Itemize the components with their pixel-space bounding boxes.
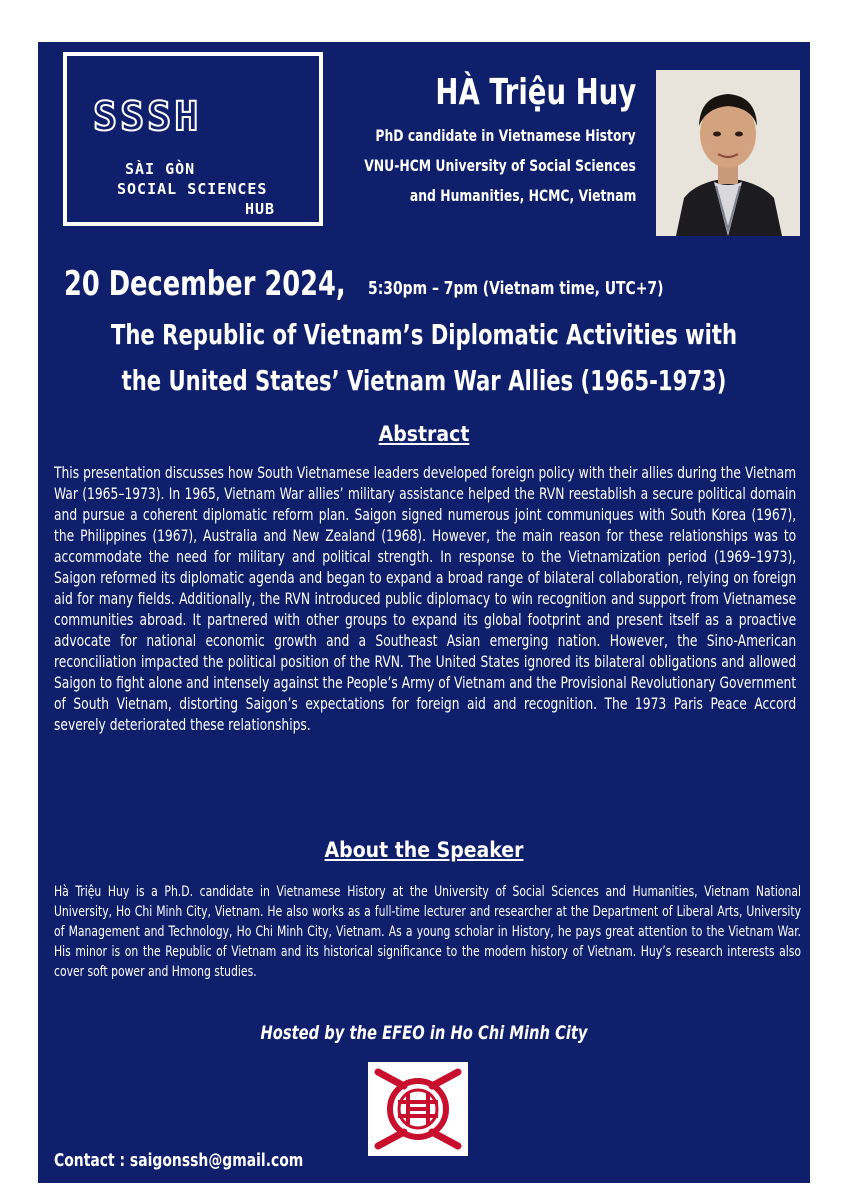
contact-email: Contact : saigonssh@gmail.com [54, 1150, 304, 1171]
logo-line-saigon: SÀI GÒN [125, 160, 196, 178]
talk-title-line2: the United States’ Vietnam War Allies (1965-1973) [121, 364, 727, 397]
abstract-heading: Abstract [378, 422, 470, 446]
event-time: 5:30pm – 7pm (Vietnam time, UTC+7) [368, 278, 664, 299]
speaker-title-line3: and Humanities, HCMC, Vietnam [409, 186, 636, 205]
speaker-title-line2: VNU-HCM University of Social Sciences [364, 156, 636, 175]
logo-acronym: SSSH [93, 94, 202, 140]
sssh-logo [63, 52, 323, 226]
logo-line-hub: HUB [245, 200, 276, 218]
logo-line-social-sciences: SOCIAL SCIENCES [117, 180, 268, 198]
event-date: 20 December 2024, [64, 264, 346, 304]
speaker-photo [656, 70, 800, 236]
about-speaker-text: Hà Triệu Huy is a Ph.D. candidate in Vietnamese History at the University of Social Sciences and Humanities, Vietnam National University, Ho Chi Minh City, Vietnam. He also works as a full-time lecturer and researcher at the Department of Liberal Arts, University of Management and Technology, Ho Chi Minh City, Vietnam. As a young scholar in History, he pays great attention to the Vietnam War. His minor is on the Republic of Vietnam and its historical significance to the modern history of Vietnam. Huy’s research interests also cover soft power and Hmong studies. [54, 884, 801, 980]
speaker-name: HÀ Triệu Huy [435, 72, 636, 113]
talk-title-line1: The Republic of Vietnam’s Diplomatic Activities with [110, 318, 738, 351]
event-poster [38, 42, 810, 1183]
speaker-title-line1: PhD candidate in Vietnamese History [375, 126, 636, 145]
event-date-time [64, 264, 664, 304]
about-speaker-heading: About the Speaker [324, 838, 524, 862]
efeo-logo-icon [368, 1062, 468, 1156]
hosted-by: Hosted by the EFEO in Ho Chi Minh City [260, 1022, 588, 1044]
abstract-text: This presentation discusses how South Vietnamese leaders developed foreign policy with their allies during the Vietnam War (1965–1973). In 1965, Vietnam War allies’ military assistance helped the RVN reestablish a secure political domain and pursue a coherent diplomatic reform plan. Saigon signed numerous joint communiques with South Korea (1967), the Philippines (1967), Australia and New Zealand (1968). However, the main reason for these relationships was to accommodate the need for military and political strength. In response to the Vietnamization period (1969–1973), Saigon reformed its diplomatic agenda and began to expand a broad range of bilateral collaboration, relying on foreign aid for many fields. Additionally, the RVN introduced public diplomacy to win recognition and support from Vietnamese communities abroad. It partnered with other groups to expand its global footprint and present itself as a proactive advocate for national economic growth and a Southeast Asian emerging nation. However, the Sino-American reconciliation impacted the political position of the RVN. The United States ignored its bilateral obligations and allowed Saigon to fight alone and intensely against the People’s Army of Vietnam and the Provisional Revolutionary Government of South Vietnam, distorting Saigon’s expectations for foreign aid and recognition. The 1973 Paris Peace Accord severely deteriorated these relationships. [54, 463, 797, 734]
